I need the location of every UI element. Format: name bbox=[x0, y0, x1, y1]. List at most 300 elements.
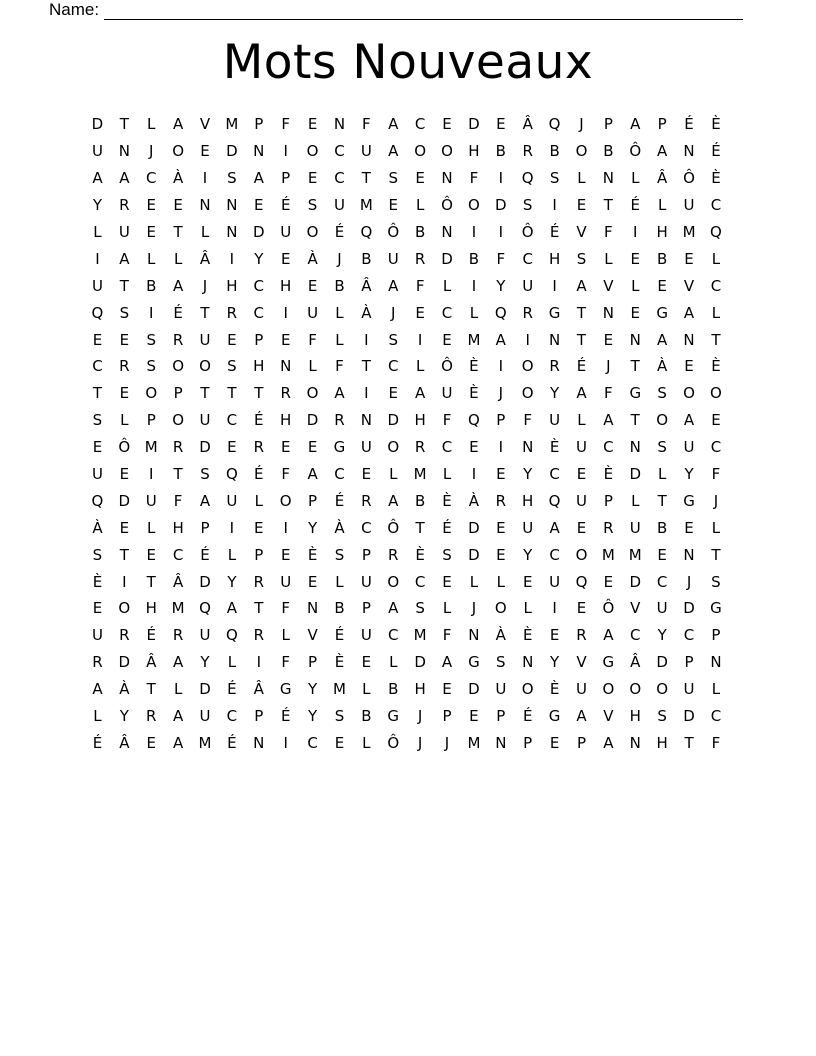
grid-letter: O bbox=[199, 357, 211, 376]
grid-letter: F bbox=[442, 626, 452, 645]
grid-letter: E bbox=[576, 518, 587, 537]
grid-letter: S bbox=[415, 599, 425, 618]
grid-letter: E bbox=[657, 276, 667, 295]
grid-letter: I bbox=[149, 465, 154, 484]
grid-letter: Â bbox=[630, 653, 641, 672]
grid-letter: É bbox=[92, 733, 103, 752]
grid-letter: A bbox=[657, 330, 668, 349]
grid-letter: D bbox=[387, 411, 400, 430]
grid-letter: U bbox=[199, 411, 211, 430]
grid-letter: O bbox=[172, 142, 185, 161]
grid-letter: C bbox=[710, 707, 722, 726]
grid-letter: R bbox=[388, 545, 399, 564]
grid-letter: M bbox=[171, 599, 185, 618]
grid-letter: À bbox=[657, 357, 668, 376]
grid-letter: I bbox=[498, 357, 504, 376]
grid-letter: O bbox=[575, 142, 588, 161]
grid-letter: T bbox=[119, 545, 129, 564]
grid-letter: F bbox=[308, 330, 317, 349]
grid-letter: D bbox=[306, 411, 319, 430]
grid-letter: B bbox=[146, 276, 157, 295]
grid-letter: H bbox=[226, 276, 238, 295]
grid-letter: E bbox=[92, 599, 103, 618]
grid-letter: A bbox=[441, 653, 453, 672]
grid-letter: Y bbox=[307, 680, 318, 699]
grid-letter: V bbox=[603, 707, 614, 726]
grid-letter: À bbox=[495, 626, 506, 645]
grid-letter: P bbox=[281, 169, 291, 188]
grid-letter: Ô bbox=[602, 599, 615, 618]
grid-letter: T bbox=[657, 491, 667, 510]
grid-letter: U bbox=[199, 707, 211, 726]
grid-letter: Q bbox=[548, 115, 561, 134]
grid-letter: A bbox=[388, 491, 399, 510]
grid-letter: O bbox=[602, 680, 615, 699]
grid-letter: É bbox=[576, 357, 587, 376]
grid-letter: T bbox=[200, 303, 210, 322]
grid-letter: Ô bbox=[629, 142, 642, 161]
grid-letter: L bbox=[496, 572, 505, 591]
grid-letter: Â bbox=[253, 680, 264, 699]
grid-letter: P bbox=[361, 545, 371, 564]
grid-letter: H bbox=[280, 411, 292, 430]
grid-letter: U bbox=[307, 303, 319, 322]
grid-letter: O bbox=[118, 599, 131, 618]
grid-letter: D bbox=[199, 572, 211, 591]
name-label: Name: bbox=[49, 0, 100, 19]
grid-letter: N bbox=[629, 330, 641, 349]
grid-letter: E bbox=[496, 465, 506, 484]
grid-letter: Â bbox=[172, 572, 184, 591]
grid-letter: F bbox=[469, 169, 479, 188]
grid-letter: P bbox=[442, 707, 452, 726]
grid-letter: Ô bbox=[387, 518, 400, 537]
grid-letter: Q bbox=[91, 491, 104, 510]
grid-letter: U bbox=[575, 680, 587, 699]
grid-letter: É bbox=[227, 680, 237, 699]
grid-letter: E bbox=[415, 303, 425, 322]
grid-letter: E bbox=[146, 196, 156, 215]
grid-letter: C bbox=[603, 438, 614, 457]
grid-letter: L bbox=[577, 411, 586, 430]
grid-letter: U bbox=[522, 518, 534, 537]
grid-letter: U bbox=[683, 680, 695, 699]
grid-letter: F bbox=[442, 411, 452, 430]
grid-letter: U bbox=[522, 276, 534, 295]
grid-letter: S bbox=[146, 330, 156, 349]
grid-letter: C bbox=[92, 357, 103, 376]
grid-letter: É bbox=[630, 196, 640, 215]
grid-letter: Q bbox=[494, 303, 507, 322]
grid-letter: U bbox=[91, 465, 103, 484]
grid-letter: M bbox=[413, 626, 427, 645]
grid-letter: S bbox=[146, 357, 156, 376]
grid-letter: P bbox=[603, 115, 613, 134]
grid-letter: U bbox=[549, 411, 561, 430]
grid-letter: R bbox=[414, 249, 426, 268]
grid-letter: É bbox=[200, 545, 210, 564]
grid-letter: S bbox=[119, 303, 130, 322]
grid-letter: I bbox=[283, 142, 288, 161]
grid-letter: I bbox=[417, 330, 423, 349]
grid-letter: J bbox=[713, 491, 719, 510]
grid-letter: È bbox=[711, 357, 721, 376]
grid-letter: C bbox=[522, 249, 533, 268]
grid-letter: É bbox=[522, 707, 533, 726]
grid-letter: V bbox=[576, 223, 587, 241]
grid-letter: O bbox=[656, 680, 669, 699]
grid-letter: U bbox=[656, 599, 668, 618]
grid-letter: É bbox=[684, 115, 694, 134]
grid-letter: N bbox=[441, 169, 453, 188]
grid-letter: C bbox=[334, 465, 345, 484]
grid-letter: D bbox=[468, 545, 480, 564]
grid-letter: F bbox=[604, 384, 613, 403]
grid-letter: N bbox=[226, 223, 238, 241]
grid-letter: I bbox=[552, 276, 557, 295]
grid-letter: H bbox=[548, 249, 561, 268]
grid-letter: C bbox=[388, 357, 399, 376]
grid-letter: T bbox=[254, 384, 264, 403]
grid-letter: L bbox=[173, 680, 183, 699]
grid-letter: I bbox=[229, 518, 235, 537]
grid-letter: À bbox=[307, 249, 318, 268]
grid-letter: U bbox=[118, 223, 130, 241]
grid-letter: N bbox=[495, 733, 507, 752]
grid-letter: R bbox=[119, 196, 130, 215]
grid-letter: M bbox=[144, 438, 158, 457]
grid-letter: E bbox=[227, 438, 237, 457]
grid-letter: È bbox=[469, 384, 479, 403]
grid-letter: U bbox=[495, 680, 507, 699]
grid-letter: J bbox=[391, 303, 396, 322]
grid-letter: L bbox=[657, 465, 667, 484]
grid-letter: E bbox=[522, 572, 533, 591]
grid-letter: S bbox=[496, 653, 506, 672]
grid-letter: O bbox=[629, 680, 642, 699]
grid-letter: P bbox=[711, 626, 721, 645]
grid-letter: E bbox=[576, 196, 587, 215]
grid-letter: E bbox=[361, 653, 372, 672]
grid-letter: D bbox=[629, 465, 642, 484]
grid-letter: Q bbox=[575, 572, 588, 591]
grid-letter: A bbox=[388, 276, 399, 295]
grid-letter: T bbox=[361, 357, 371, 376]
grid-letter: Â bbox=[119, 733, 130, 752]
grid-letter: C bbox=[414, 572, 426, 591]
grid-letter: L bbox=[335, 303, 344, 322]
grid-letter: E bbox=[119, 518, 130, 537]
grid-letter: I bbox=[95, 249, 100, 268]
word-search-grid bbox=[84, 111, 732, 756]
grid-letter: H bbox=[280, 276, 292, 295]
grid-letter: Q bbox=[521, 169, 534, 188]
grid-letter: A bbox=[307, 465, 318, 484]
grid-letter: U bbox=[629, 518, 641, 537]
grid-letter: R bbox=[119, 357, 130, 376]
grid-letter: J bbox=[579, 115, 584, 134]
grid-letter: B bbox=[361, 707, 372, 726]
grid-letter: À bbox=[92, 518, 103, 537]
grid-letter: J bbox=[444, 733, 450, 752]
grid-row bbox=[84, 622, 732, 649]
grid-letter: L bbox=[389, 653, 398, 672]
grid-letter: V bbox=[576, 653, 587, 672]
grid-letter: T bbox=[711, 545, 721, 564]
grid-letter: L bbox=[604, 249, 613, 268]
grid-letter: Â bbox=[361, 276, 372, 295]
grid-letter: L bbox=[657, 196, 667, 215]
grid-letter: L bbox=[469, 303, 479, 322]
grid-letter: M bbox=[682, 223, 696, 241]
grid-letter: P bbox=[254, 707, 264, 726]
grid-letter: Y bbox=[92, 196, 103, 215]
grid-letter: P bbox=[684, 653, 694, 672]
grid-letter: N bbox=[710, 653, 722, 672]
grid-letter: È bbox=[469, 357, 479, 376]
grid-letter: M bbox=[413, 465, 427, 484]
grid-letter: S bbox=[711, 572, 721, 591]
grid-letter: Q bbox=[91, 303, 104, 322]
grid-letter: F bbox=[281, 465, 290, 484]
grid-letter: T bbox=[576, 303, 587, 322]
grid-letter: É bbox=[549, 223, 560, 241]
grid-letter: E bbox=[549, 626, 560, 645]
grid-letter: E bbox=[92, 438, 103, 457]
grid-letter: É bbox=[254, 411, 264, 430]
grid-letter: P bbox=[308, 491, 318, 510]
grid-letter: M bbox=[467, 330, 481, 349]
grid-letter: S bbox=[442, 545, 452, 564]
grid-letter: R bbox=[253, 626, 264, 645]
grid-letter: Y bbox=[307, 518, 318, 537]
grid-letter: Q bbox=[468, 411, 480, 430]
grid-letter: I bbox=[471, 223, 477, 241]
grid-row bbox=[84, 649, 732, 676]
grid-letter: I bbox=[633, 223, 638, 241]
grid-letter: A bbox=[199, 491, 211, 510]
grid-letter: E bbox=[388, 384, 398, 403]
grid-letter: L bbox=[227, 545, 237, 564]
grid-letter: J bbox=[417, 733, 423, 752]
grid-row bbox=[84, 138, 732, 165]
grid-letter: G bbox=[333, 438, 346, 457]
grid-letter: E bbox=[119, 465, 130, 484]
grid-letter: N bbox=[360, 411, 372, 430]
grid-letter: U bbox=[199, 330, 211, 349]
grid-letter: U bbox=[280, 223, 292, 241]
grid-letter: C bbox=[172, 545, 184, 564]
grid-letter: L bbox=[711, 680, 721, 699]
grid-letter: R bbox=[576, 626, 587, 645]
grid-letter: G bbox=[602, 653, 615, 672]
grid-letter: C bbox=[145, 169, 157, 188]
grid-letter: E bbox=[496, 115, 506, 134]
grid-letter: D bbox=[414, 653, 426, 672]
grid-letter: É bbox=[711, 142, 721, 161]
grid-letter: T bbox=[146, 572, 156, 591]
grid-letter: I bbox=[552, 599, 557, 618]
grid-letter: F bbox=[415, 276, 425, 295]
grid-letter: P bbox=[254, 330, 264, 349]
grid-letter: L bbox=[93, 707, 102, 726]
grid-letter: T bbox=[415, 518, 425, 537]
grid-row bbox=[84, 111, 732, 138]
grid-letter: S bbox=[227, 357, 237, 376]
grid-row bbox=[84, 434, 732, 461]
grid-letter: Y bbox=[496, 276, 506, 295]
grid-letter: R bbox=[92, 653, 103, 672]
grid-letter: Q bbox=[548, 491, 561, 510]
grid-letter: R bbox=[495, 491, 507, 510]
grid-letter: D bbox=[91, 115, 104, 134]
grid-letter: J bbox=[606, 357, 611, 376]
grid-letter: L bbox=[442, 465, 452, 484]
grid-letter: T bbox=[711, 330, 721, 349]
grid-letter: U bbox=[360, 572, 372, 591]
grid-letter: B bbox=[549, 142, 560, 161]
grid-letter: U bbox=[333, 196, 345, 215]
grid-letter: B bbox=[334, 599, 345, 618]
grid-letter: T bbox=[146, 680, 156, 699]
grid-letter: T bbox=[684, 733, 694, 752]
grid-letter: O bbox=[306, 142, 319, 161]
grid-letter: P bbox=[657, 115, 667, 134]
grid-letter: I bbox=[498, 438, 504, 457]
grid-letter: F bbox=[173, 491, 183, 510]
grid-letter: U bbox=[575, 438, 587, 457]
grid-letter: E bbox=[415, 169, 425, 188]
grid-letter: U bbox=[387, 249, 399, 268]
grid-letter: U bbox=[91, 276, 103, 295]
grid-letter: E bbox=[576, 599, 587, 618]
grid-letter: É bbox=[280, 707, 291, 726]
grid-letter: D bbox=[495, 196, 507, 215]
grid-letter: S bbox=[576, 249, 587, 268]
grid-letter: Y bbox=[307, 707, 318, 726]
grid-letter: Y bbox=[227, 572, 237, 591]
grid-letter: E bbox=[227, 330, 237, 349]
grid-letter: L bbox=[254, 491, 263, 510]
grid-letter: N bbox=[602, 169, 614, 188]
grid-letter: T bbox=[361, 169, 371, 188]
grid-letter: N bbox=[522, 653, 534, 672]
grid-row bbox=[84, 676, 732, 703]
grid-letter: P bbox=[496, 707, 506, 726]
grid-letter: E bbox=[146, 733, 156, 752]
grid-letter: T bbox=[200, 384, 210, 403]
grid-letter: U bbox=[360, 438, 372, 457]
grid-letter: E bbox=[334, 733, 345, 752]
grid-letter: I bbox=[364, 384, 369, 403]
grid-letter: C bbox=[630, 626, 641, 645]
grid-letter: A bbox=[172, 733, 184, 752]
grid-letter: O bbox=[468, 196, 480, 215]
grid-letter: H bbox=[656, 733, 668, 752]
grid-letter: L bbox=[711, 518, 721, 537]
grid-letter: É bbox=[334, 491, 345, 510]
grid-letter: Q bbox=[360, 223, 373, 241]
grid-letter: F bbox=[362, 115, 371, 134]
grid-letter: C bbox=[334, 169, 345, 188]
grid-letter: O bbox=[279, 491, 292, 510]
grid-letter: B bbox=[657, 518, 668, 537]
grid-letter: A bbox=[603, 626, 614, 645]
grid-letter: U bbox=[441, 384, 453, 403]
grid-letter: Ô bbox=[441, 357, 453, 376]
grid-letter: C bbox=[710, 196, 722, 215]
grid-letter: A bbox=[226, 599, 238, 618]
grid-letter: N bbox=[629, 438, 641, 457]
grid-row bbox=[84, 165, 732, 192]
grid-letter: B bbox=[334, 276, 345, 295]
grid-letter: O bbox=[521, 384, 534, 403]
grid-letter: H bbox=[145, 599, 157, 618]
grid-letter: F bbox=[604, 223, 613, 241]
grid-letter: N bbox=[468, 626, 480, 645]
grid-letter: N bbox=[683, 142, 695, 161]
grid-letter: Ô bbox=[118, 438, 131, 457]
grid-letter: A bbox=[415, 384, 426, 403]
grid-letter: Ô bbox=[441, 196, 453, 215]
grid-letter: E bbox=[280, 438, 291, 457]
grid-letter: D bbox=[468, 680, 480, 699]
grid-letter: D bbox=[468, 518, 480, 537]
grid-letter: U bbox=[683, 438, 695, 457]
grid-letter: L bbox=[631, 491, 640, 510]
grid-letter: D bbox=[629, 572, 642, 591]
grid-letter: A bbox=[603, 733, 614, 752]
grid-letter: È bbox=[711, 115, 721, 134]
grid-letter: O bbox=[683, 384, 695, 403]
grid-letter: F bbox=[523, 411, 533, 430]
grid-letter: I bbox=[525, 330, 530, 349]
grid-letter: H bbox=[522, 491, 534, 510]
grid-row bbox=[84, 407, 732, 434]
grid-letter: E bbox=[280, 330, 291, 349]
grid-letter: O bbox=[387, 438, 400, 457]
grid-letter: H bbox=[414, 411, 426, 430]
grid-letter: L bbox=[469, 572, 479, 591]
grid-letter: H bbox=[629, 707, 641, 726]
grid-letter: È bbox=[92, 572, 103, 591]
grid-letter: Y bbox=[119, 707, 129, 726]
grid-letter: Y bbox=[550, 384, 560, 403]
grid-row bbox=[84, 514, 732, 541]
grid-letter: N bbox=[522, 438, 534, 457]
grid-letter: L bbox=[362, 680, 371, 699]
grid-letter: P bbox=[200, 518, 210, 537]
grid-letter: U bbox=[145, 491, 157, 510]
grid-letter: T bbox=[630, 411, 640, 430]
grid-letter: A bbox=[603, 411, 614, 430]
grid-letter: U bbox=[683, 196, 695, 215]
grid-letter: L bbox=[335, 330, 344, 349]
grid-letter: O bbox=[387, 572, 400, 591]
grid-letter: E bbox=[657, 545, 667, 564]
grid-letter: E bbox=[307, 572, 318, 591]
grid-letter: H bbox=[468, 142, 480, 161]
grid-letter: Y bbox=[657, 626, 667, 645]
grid-letter: S bbox=[549, 169, 560, 188]
grid-letter: A bbox=[92, 680, 103, 699]
grid-letter: F bbox=[281, 653, 290, 672]
grid-letter: E bbox=[442, 115, 452, 134]
grid-letter: T bbox=[173, 465, 183, 484]
grid-letter: J bbox=[498, 384, 504, 403]
grid-letter: L bbox=[415, 196, 425, 215]
grid-letter: È bbox=[711, 169, 721, 188]
